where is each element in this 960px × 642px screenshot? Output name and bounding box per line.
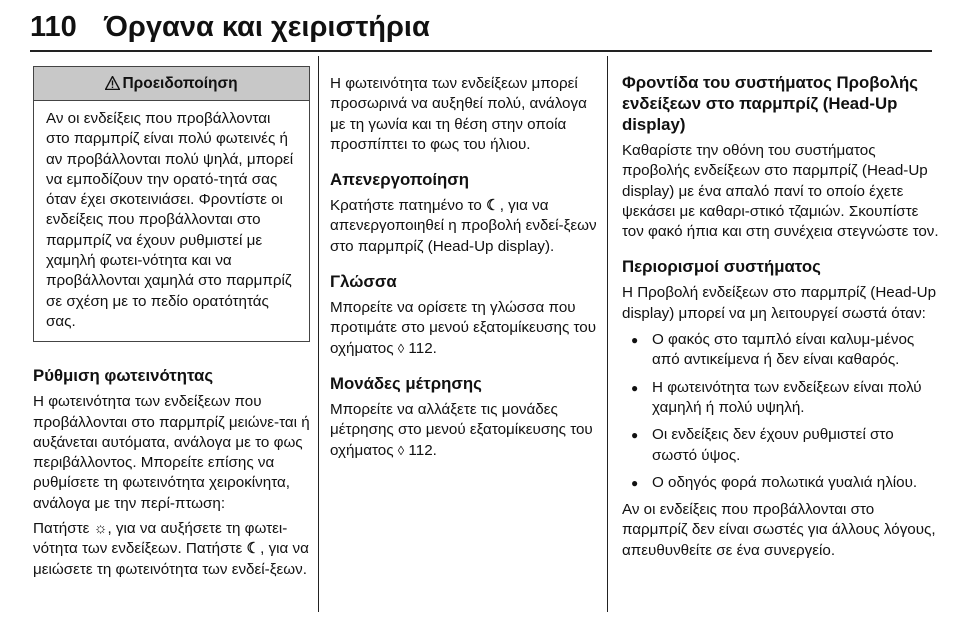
column-divider: [607, 56, 608, 612]
list-item: ● Οι ενδείξεις δεν έχουν ρυθμιστεί στο σωστό ύψος.: [622, 425, 940, 466]
moon-icon: ☾: [486, 197, 500, 215]
list-item: ● Ο φακός στο ταμπλό είναι καλυμ-μένος από αντικείμενα ή δεν είναι καθαρός.: [622, 330, 940, 371]
page-reference-icon: ◊: [397, 442, 405, 458]
warning-triangle-icon: [105, 76, 120, 90]
warning-box: [33, 66, 310, 342]
limits-intro: Η Προβολή ενδείξεων στο παρμπρίζ (Head-Up display) μπορεί να μη λειτουργεί σωστά όταν:: [622, 284, 937, 322]
list-item: ● Ο οδηγός φορά πολωτικά γυαλιά ηλίου.: [622, 473, 940, 493]
page-reference[interactable]: 112.: [404, 441, 437, 459]
deactivation-heading: Απενεργοποίηση: [330, 170, 470, 190]
deactivation-text: Κρατήστε πατημένο το ☾, για να απενεργοποιηθεί η προβολή ενδεί-ξεων στο παρμπρίζ (Head-Up display).: [330, 197, 597, 255]
units-text: Μπορείτε να αλλάξετε τις μονάδες μέτρησης στο μενού εξατομίκευσης του οχήματος ◊ 112.: [330, 400, 593, 459]
warning-text: Αν οι ενδείξεις που προβάλλονται στο παρμπρίζ είναι πολύ φωτεινές ή αν προβάλλονται πολύ ψηλά, μπορεί να εμποδίζουν την ορατό-τητά σας όταν έχει σκοτεινιάσει. Φροντίστε οι ενδείξεις που προβάλλονται στο παρμπρίζ να έχουν ρυθμιστεί με χαμηλή φωτει-νότητα και να προβάλλονται χαμηλά στο παρμπρίζ σε σχέση με το πεδίο ορατότητάς σας.: [46, 110, 294, 330]
brightness-heading: Ρύθμιση φωτεινότητας: [33, 366, 214, 386]
header-rule: [30, 50, 932, 52]
page-number: 110: [30, 11, 77, 43]
units-heading: Μονάδες μέτρησης: [330, 373, 482, 393]
column-divider: [318, 56, 319, 612]
warning-title: Προειδοποίηση: [122, 75, 238, 92]
column-2: [330, 56, 598, 461]
limits-outro: Αν οι ενδείξεις που προβάλλονται στο παρμπρίζ δεν είναι σωστές για άλλους λόγους, απευθυνθείτε σε ένα συνεργείο.: [622, 501, 936, 559]
care-text: Καθαρίστε την οθόνη του συστήματος προβολής ενδείξεων στο παρμπρίζ (Head-Up display) με ένα απαλό πανί το οποίο έχετε ψεκάσει με καθαρι-στικό τζαμιών. Σκουπίστε τον φακό ήπια και στη συνέχεια στεγνώστε τον.: [622, 142, 939, 241]
care-heading: Φροντίδα του συστήματος Προβολής ενδείξεων στο παρμπρίζ (Head-Up display): [622, 73, 919, 134]
brightness-continued: Η φωτεινότητα των ενδείξεων μπορεί προσωρινά να αυξηθεί πολύ, ανάλογα με τη γωνία και τη θέση στην οποία προσπίπτει το φως του ήλιου.: [330, 75, 587, 153]
list-item: ● Η φωτεινότητα των ενδείξεων είναι πολύ χαμηλή ή πολύ υψηλή.: [622, 378, 940, 419]
sun-icon: ☼: [93, 520, 108, 538]
page-header: [0, 0, 960, 56]
page-title: Όργανα και χειριστήρια: [104, 11, 430, 43]
limits-list: [622, 330, 940, 493]
brightness-buttons-paragraph: Πατήστε ☼, για να αυξήσετε τη φωτει-νότητα των ενδείξεων. Πατήστε ☾, για να μειώσετε τη φωτεινότητα των ενδεί-ξεων.: [33, 520, 309, 578]
brightness-paragraph: Η φωτεινότητα των ενδείξεων που προβάλλονται στο παρμπρίζ μειώνε-ται ή αυξάνεται αυτόματα, ανάλογα με το φως περιβάλλοντος. Μπορείτε επίσης να ρυθμίσετε τη φωτεινότητα χειροκίνητα, ανάλογα με την περί-πτωση:: [33, 393, 310, 512]
language-heading: Γλώσσα: [330, 272, 397, 292]
warning-header: [34, 67, 309, 101]
page-reference[interactable]: 112.: [404, 339, 437, 357]
moon-icon: ☾: [246, 540, 261, 558]
language-text: Μπορείτε να ορίσετε τη γλώσσα που προτιμάτε στο μενού εξατομίκευσης του οχήματος ◊ 112.: [330, 299, 597, 357]
column-3: [622, 56, 940, 561]
limits-heading: Περιορισμοί συστήματος: [622, 257, 821, 277]
column-1: [33, 56, 310, 580]
page-reference-icon: ◊: [397, 340, 405, 356]
